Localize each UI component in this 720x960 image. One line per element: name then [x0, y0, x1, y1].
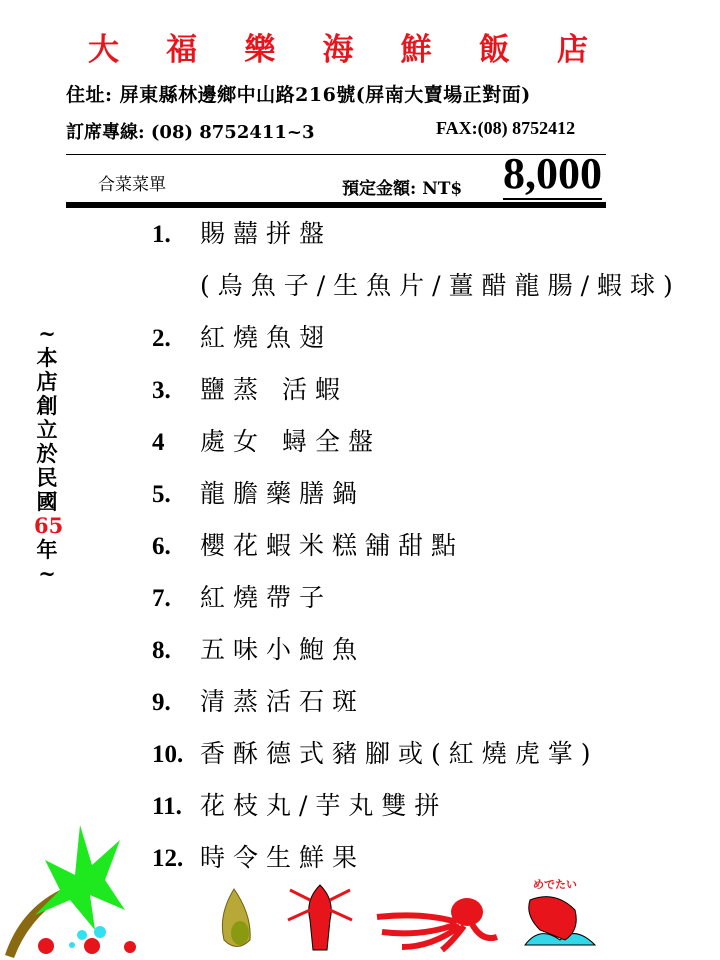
title-char: 海 [322, 32, 354, 68]
lobster-icon [285, 880, 355, 955]
item-number: 7. [152, 585, 171, 612]
sea-bream-icon [520, 890, 600, 950]
side-char: 於 [36, 441, 58, 466]
item-number: 1. [152, 221, 171, 248]
side-char: 國 [36, 489, 58, 514]
menu-item [152, 734, 599, 770]
item-name: 處女 蟳全盤 [200, 427, 381, 456]
side-char: 店 [36, 369, 58, 394]
price: 8,000 [503, 149, 602, 198]
palm-tree-icon [0, 820, 150, 960]
menu-item [152, 422, 381, 458]
item-name: 五味小鮑魚 [200, 635, 366, 664]
item-name: 賜囍拼盤 [200, 219, 333, 248]
title-char: 福 [166, 32, 198, 68]
side-char: 年 [36, 537, 58, 562]
fax: FAX:(08) 8752412 [436, 118, 576, 138]
title-char: 飯 [478, 32, 510, 68]
menu-item [152, 526, 464, 562]
shell-icon [212, 885, 257, 955]
item-number: 4 [152, 429, 165, 456]
phone: 訂席專線: (08) 8752411~3 [66, 122, 315, 143]
thick-divider [66, 202, 606, 208]
menu-item [152, 214, 332, 250]
item-number: 11. [152, 793, 182, 820]
item-name: 龍膽藥膳鍋 [200, 479, 366, 508]
side-char: 立 [36, 417, 58, 442]
item-number: 8. [152, 637, 171, 664]
menu-item [152, 682, 365, 718]
sea-bream-caption: めでたい [533, 878, 577, 891]
item-name: 香酥德式豬腳或(紅燒虎掌) [200, 739, 599, 768]
item-name: 櫻花蝦米糕舖甜點 [200, 531, 465, 560]
item-name: 鹽蒸 活蝦 [200, 375, 348, 404]
founded-note [34, 321, 64, 586]
item-number: 12. [152, 845, 184, 872]
octopus-icon [372, 892, 512, 952]
menu-item [152, 786, 447, 822]
menu-item [152, 474, 365, 510]
item-name: (烏魚子/生魚片/薑醋龍腸/蝦球) [200, 271, 681, 300]
item-number: 9. [152, 689, 171, 716]
side-char: ~ [38, 321, 56, 346]
item-number: 6. [152, 533, 171, 560]
item-name: 清蒸活石斑 [200, 687, 366, 716]
menu-item [152, 266, 681, 302]
address: 住址: 屏東縣林邊鄉中山路216號(屏南大賣場正對面) [66, 84, 531, 106]
title-char: 樂 [244, 32, 276, 68]
menu-item [152, 318, 332, 354]
title-char: 鮮 [400, 32, 432, 68]
menu-item [152, 838, 365, 874]
item-name: 紅燒帶子 [200, 583, 333, 612]
menu-type: 合菜菜單 [98, 175, 166, 195]
menu-item [152, 370, 348, 406]
menu-item [152, 578, 332, 614]
side-char: 創 [36, 393, 58, 418]
side-char: ~ [38, 561, 56, 586]
price-label: 預定金額: NT$ [342, 179, 463, 199]
item-name: 紅燒魚翅 [200, 323, 333, 352]
side-char: 本 [36, 345, 58, 370]
item-name: 花枝丸/芋丸雙拼 [200, 791, 448, 820]
title-char: 店 [556, 32, 588, 68]
item-number: 3. [152, 377, 171, 404]
item-number: 10. [152, 741, 184, 768]
side-char: 民 [36, 465, 58, 490]
side-year: 65 [34, 513, 64, 538]
item-name: 時令生鮮果 [200, 843, 366, 872]
menu-item [152, 630, 365, 666]
restaurant-name [88, 24, 588, 69]
title-char: 大 [88, 32, 119, 68]
item-number: 2. [152, 325, 171, 352]
item-number: 5. [152, 481, 171, 508]
